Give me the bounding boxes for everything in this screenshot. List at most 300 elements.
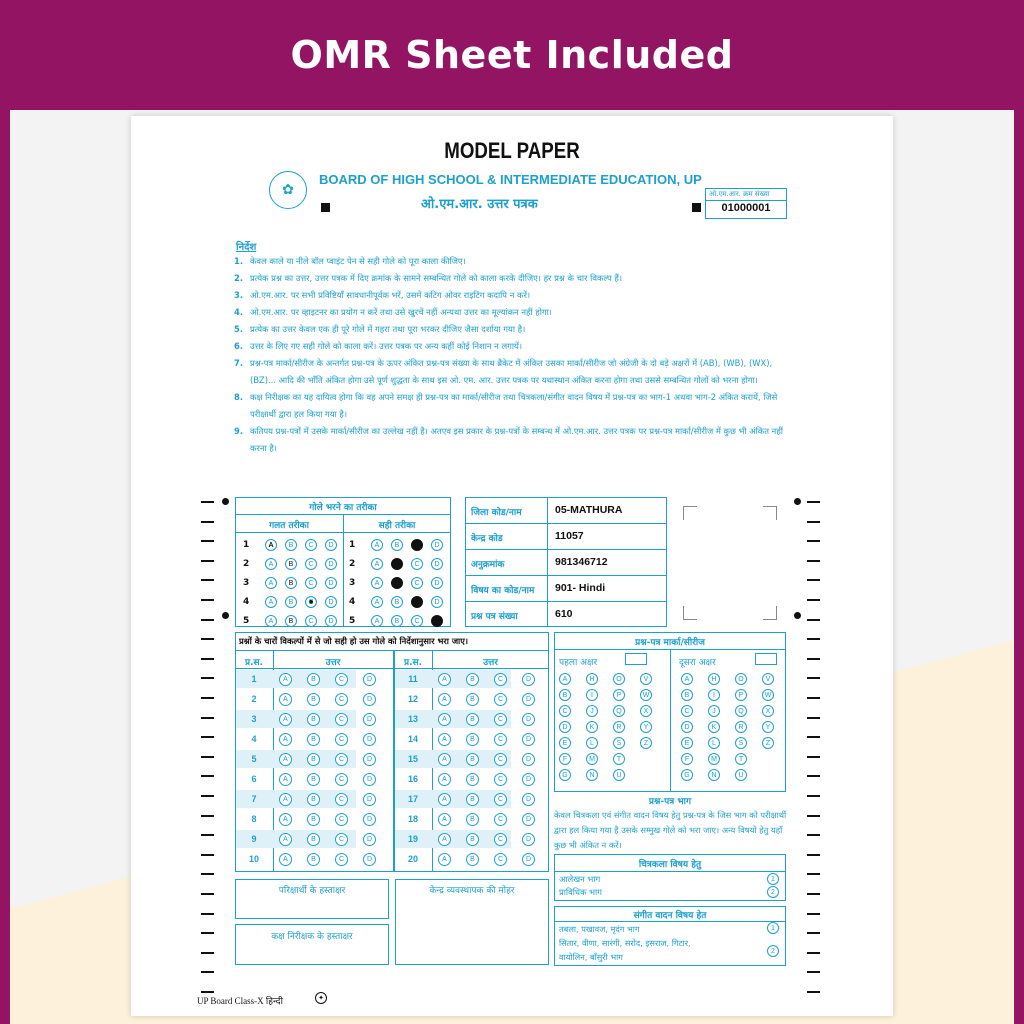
timing-dash — [807, 619, 820, 621]
answer-bubble[interactable]: D — [522, 813, 535, 826]
series-first-bubble[interactable]: K — [586, 721, 598, 733]
question-number: 4 — [251, 734, 257, 744]
answer-bubble[interactable]: C — [335, 773, 348, 786]
answer-bubble[interactable]: D — [363, 793, 376, 806]
answer-bubble[interactable]: D — [363, 693, 376, 706]
timing-mark — [321, 203, 330, 212]
instruction-item — [234, 389, 789, 423]
series-second-bubble[interactable]: X — [762, 705, 774, 717]
answer-bubble[interactable]: A — [279, 813, 292, 826]
timing-dash — [807, 521, 820, 523]
series-first-bubble[interactable]: D — [559, 721, 571, 733]
instruction-number: 5. — [234, 324, 244, 334]
method-wrong-bubble: A — [265, 539, 277, 551]
answer-bubble[interactable]: B — [307, 713, 320, 726]
timing-dash — [807, 638, 820, 640]
answer-bubble[interactable]: B — [466, 773, 479, 786]
series-first-bubble[interactable]: V — [640, 673, 652, 685]
answer-bubble[interactable]: D — [522, 713, 535, 726]
series-second-bubble[interactable]: I — [708, 689, 720, 701]
method-wrong-bubble: A — [265, 558, 277, 570]
col-ans-left: उत्तर — [325, 658, 341, 668]
info-divider — [465, 549, 667, 550]
answer-bubble[interactable]: D — [363, 853, 376, 866]
timing-dash — [201, 932, 214, 934]
answer-bubble[interactable]: B — [307, 813, 320, 826]
answer-bubble[interactable]: B — [307, 753, 320, 766]
col-ans-right: उत्तर — [483, 658, 498, 668]
answer-bubble[interactable]: B — [466, 713, 479, 726]
method-right-bubble: A — [371, 596, 383, 608]
method-right-bubble: B — [391, 558, 403, 570]
drawing-bubble-1[interactable]: 1 — [767, 873, 779, 885]
series-second-bubble[interactable]: D — [681, 721, 693, 733]
series-first-bubble[interactable]: N — [586, 769, 598, 781]
timing-dash — [201, 834, 214, 836]
part-title: प्रश्न-पत्र भाग — [648, 797, 692, 807]
answer-bubble[interactable]: C — [494, 813, 507, 826]
series-first-bubble[interactable]: U — [613, 769, 625, 781]
series-second-bubble[interactable]: G — [681, 769, 693, 781]
series-first-bubble[interactable]: A — [559, 673, 571, 685]
series-second-bubble[interactable]: J — [708, 705, 720, 717]
instruction-text: उत्तर के लिए गए सही गोले को काला करें। उत्तर पत्रक पर अन्य कहीं कोई निशान न लगायें। — [250, 341, 523, 351]
instruction-item — [234, 423, 789, 457]
answer-bubble[interactable]: B — [307, 833, 320, 846]
question-number: 14 — [407, 734, 418, 744]
drawing-option-1: आलेखन भाग — [559, 874, 601, 884]
instruction-number: 6. — [234, 341, 244, 351]
series-second-bubble[interactable]: H — [708, 673, 720, 685]
timing-dash — [201, 540, 214, 542]
series-first-bubble[interactable]: T — [613, 753, 625, 765]
timing-dash — [201, 991, 214, 993]
answer-bubble[interactable]: A — [438, 833, 451, 846]
answer-bubble[interactable]: B — [307, 773, 320, 786]
answer-bubble[interactable]: A — [279, 773, 292, 786]
method-row-number: 1 — [349, 540, 356, 550]
series-first-bubble[interactable]: P — [613, 689, 625, 701]
answer-bubble[interactable]: C — [335, 673, 348, 686]
answer-bubble[interactable]: D — [522, 753, 535, 766]
question-number: 9 — [251, 834, 257, 844]
answer-bubble[interactable]: D — [363, 713, 376, 726]
answer-bubble[interactable]: C — [335, 813, 348, 826]
method-row-number: 5 — [349, 616, 356, 626]
timing-mark — [692, 203, 701, 212]
timing-dash — [807, 756, 820, 758]
answer-bubble[interactable]: C — [335, 693, 348, 706]
method-row-number: 3 — [349, 578, 356, 588]
method-right-bubble: D — [431, 558, 443, 570]
method-wrong-bubble: C — [305, 558, 317, 570]
series-first-bubble[interactable]: I — [586, 689, 598, 701]
corner-mark — [763, 506, 777, 520]
instruction-text: ओ.एम.आर. पर व्हाइटनर का प्रयोग न करें तथा उसे खुरचें नहीं अन्यथा उत्तर का मूल्यांकन नहीं होगा। — [250, 307, 552, 317]
alignment-dot — [222, 498, 229, 505]
corner-mark — [683, 606, 697, 620]
answer-bubble[interactable]: C — [494, 773, 507, 786]
series-first-bubble[interactable]: G — [559, 769, 571, 781]
method-right-bubble: D — [431, 615, 443, 627]
series-second-bubble[interactable]: V — [762, 673, 774, 685]
serial-box — [705, 188, 787, 219]
series-second-bubble[interactable]: A — [681, 673, 693, 685]
answer-bubble[interactable]: C — [494, 853, 507, 866]
question-number: 18 — [407, 814, 418, 824]
answer-bubble[interactable]: B — [307, 853, 320, 866]
timing-dash — [807, 501, 820, 503]
timing-dash — [807, 873, 820, 875]
series-second-bubble[interactable]: Y — [762, 721, 774, 733]
series-first-bubble[interactable]: Q — [613, 705, 625, 717]
method-right-bubble: A — [371, 558, 383, 570]
answer-bubble[interactable]: C — [494, 753, 507, 766]
series-title: प्रश्न-पत्र मार्का/सीरीज — [635, 638, 705, 648]
series-first-bubble[interactable]: L — [586, 737, 598, 749]
info-divider — [465, 575, 667, 576]
answer-bubble[interactable]: A — [279, 693, 292, 706]
method-right-label: सही तरीका — [378, 521, 416, 531]
info-value: 901- Hindi — [555, 582, 606, 594]
question-number: 3 — [251, 714, 257, 724]
answer-bubble[interactable]: B — [466, 733, 479, 746]
board-seal-icon: ✿ — [269, 171, 307, 209]
answer-bubble[interactable]: A — [438, 713, 451, 726]
series-second-bubble[interactable]: N — [708, 769, 720, 781]
timing-dash — [201, 893, 214, 895]
timing-dash — [201, 854, 214, 856]
method-right-bubble: B — [391, 539, 403, 551]
answer-bubble[interactable]: D — [363, 753, 376, 766]
series-second-bubble[interactable]: T — [735, 753, 747, 765]
method-right-bubble: C — [411, 558, 423, 570]
answer-bubble[interactable]: D — [522, 693, 535, 706]
series-second-bubble[interactable]: M — [708, 753, 720, 765]
method-right-bubble: B — [391, 577, 403, 589]
instruction-number: 3. — [234, 290, 244, 300]
instruction-item — [234, 287, 789, 304]
instruction-number: 1. — [234, 256, 244, 266]
instruction-text: प्रत्येक का उत्तर केवल एक ही पूरे गोले में गहरा तथा पूरा भरकर दीजिए जैसा दर्शाया गया है। — [250, 324, 526, 334]
music-bubble-2[interactable]: 2 — [767, 945, 779, 957]
drawing-option-2: प्राविधिक भाग — [559, 887, 602, 897]
question-number: 11 — [408, 674, 418, 684]
question-number: 1 — [251, 674, 257, 684]
music-option-1: तबला, पखावज, मृदंग भाग — [559, 924, 640, 934]
music-title: संगीत वादन विषय हेत — [633, 911, 707, 921]
info-label: जिला कोड/नाम — [471, 508, 522, 518]
drawing-bubble-2[interactable]: 2 — [767, 886, 779, 898]
method-wrong-bubble: A — [265, 596, 277, 608]
answer-bubble[interactable]: D — [522, 793, 535, 806]
answer-bubble[interactable]: A — [279, 733, 292, 746]
answer-bubble[interactable]: D — [522, 853, 535, 866]
part-text: केवल चित्रकला एवं संगीत वादन विषय हेतु प्रश्न-पत्र के जिस भाग को परीक्षार्थी द्वारा हल किया गया है उसके सम्मुख गोले को भरा जाए। अन्य विषयों हेतु यहाँ कुछ भी अंकित न करें। — [554, 810, 787, 850]
music-option-2a: सितार, वीणा, सारंगी, सरोद, इसराज, गिटार, — [559, 938, 691, 948]
question-number: 5 — [251, 754, 257, 764]
answer-bubble[interactable]: B — [466, 793, 479, 806]
method-right-bubble: C — [411, 577, 423, 589]
music-bubble-1[interactable]: 1 — [767, 922, 779, 934]
answer-bubble[interactable]: D — [522, 733, 535, 746]
timing-dash — [201, 521, 214, 523]
alignment-dot — [222, 612, 229, 619]
series-first-bubble[interactable]: J — [586, 705, 598, 717]
timing-dash — [201, 717, 214, 719]
center-seal-label: केन्द्र व्यवस्थापक की मोहर — [429, 886, 515, 896]
instruction-item — [234, 355, 789, 389]
method-wrong-bubble: C — [305, 615, 317, 627]
timing-dash — [807, 991, 820, 993]
method-wrong-bubble: C — [305, 596, 317, 608]
series-second-bubble[interactable]: E — [681, 737, 693, 749]
answer-bubble[interactable]: C — [494, 693, 507, 706]
question-number: 8 — [251, 814, 257, 824]
instructions-list — [234, 253, 789, 457]
method-right-bubble: D — [431, 539, 443, 551]
timing-dash — [807, 599, 820, 601]
series-first-bubble[interactable]: X — [640, 705, 652, 717]
timing-dash — [201, 560, 214, 562]
answer-bubble[interactable]: B — [307, 733, 320, 746]
method-wrong-bubble: D — [325, 539, 337, 551]
answer-bubble[interactable]: C — [335, 753, 348, 766]
answer-bubble[interactable]: A — [438, 853, 451, 866]
timing-dash — [807, 579, 820, 581]
answer-bubble[interactable]: C — [494, 713, 507, 726]
answer-bubble[interactable]: A — [438, 733, 451, 746]
answer-bubble[interactable]: D — [522, 833, 535, 846]
timing-dash — [201, 697, 214, 699]
answer-bubble[interactable]: A — [438, 693, 451, 706]
series-first-bubble[interactable]: R — [613, 721, 625, 733]
info-value: 981346712 — [555, 556, 608, 568]
timing-dash — [807, 913, 820, 915]
series-second-bubble[interactable]: P — [735, 689, 747, 701]
candidate-signature-label: परिक्षार्थी के हस्ताक्षर — [278, 886, 346, 896]
series-first-bubble[interactable]: W — [640, 689, 652, 701]
answer-bubble[interactable]: A — [279, 673, 292, 686]
answer-bubble[interactable]: C — [335, 793, 348, 806]
music-option-2b: वायोलिन, बाँसुरी भाग — [559, 952, 623, 962]
series-first-label: पहला अक्षर — [559, 658, 598, 668]
answer-bubble[interactable]: C — [335, 853, 348, 866]
series-first-bubble[interactable]: Z — [640, 737, 652, 749]
answer-bubble[interactable]: A — [279, 713, 292, 726]
banner-title: OMR Sheet Included — [290, 33, 734, 77]
timing-dash — [807, 697, 820, 699]
question-number: 10 — [248, 854, 259, 864]
answer-bubble[interactable]: A — [279, 833, 292, 846]
answer-bubble[interactable]: C — [494, 833, 507, 846]
series-second-bubble[interactable]: Z — [762, 737, 774, 749]
answer-bubble[interactable]: A — [438, 813, 451, 826]
series-second-bubble[interactable]: K — [708, 721, 720, 733]
series-second-bubble[interactable]: R — [735, 721, 747, 733]
series-first-bubble[interactable]: Y — [640, 721, 652, 733]
info-value: 11057 — [555, 530, 584, 542]
question-number: 16 — [407, 774, 418, 784]
question-number: 19 — [407, 834, 418, 844]
answer-bubble[interactable]: D — [363, 733, 376, 746]
method-wrong-bubble: D — [325, 577, 337, 589]
method-wrong-bubble: B — [285, 558, 297, 570]
timing-dash — [807, 971, 820, 973]
answer-bubble[interactable]: A — [279, 753, 292, 766]
question-number: 2 — [251, 694, 257, 704]
answer-bubble[interactable]: B — [466, 813, 479, 826]
method-title: गोले भरने का तरीका — [309, 503, 377, 513]
answer-bubble[interactable]: D — [363, 673, 376, 686]
series-second-bubble[interactable]: S — [735, 737, 747, 749]
series-first-bubble[interactable]: C — [559, 705, 571, 717]
series-first-bubble[interactable]: H — [586, 673, 598, 685]
answer-bubble[interactable]: C — [494, 673, 507, 686]
instruction-text: प्रत्येक प्रश्न का उत्तर, उत्तर पत्रक में दिए क्रमांक के सामने सम्बन्धित गोले को काला करके दीजिए। हर प्रश्न के चार विकल्प हैं। — [250, 273, 623, 283]
timing-dash — [201, 913, 214, 915]
info-value: 05-MATHURA — [555, 504, 623, 516]
answer-bubble[interactable]: C — [494, 793, 507, 806]
question-number: 20 — [407, 854, 418, 864]
method-wrong-bubble: B — [285, 539, 297, 551]
method-row-number: 1 — [243, 540, 250, 550]
instruction-text: प्रश्न-पत्र मार्का/सीरीज के अन्तर्गत प्रश्न-पत्र के ऊपर अंकित प्रश्न-पत्र संख्या के साथ ब्रैकेट में अंकित उसका मार्का/सीरीज जो अंग्रेजी के दो बड़े अक्षरों में (AB), (WB), (WX), (BZ)... आदि की भाँति अंकित होगा उसे पूर्ण शुद्धता के साथ इस ओ. एम. आर. उत्तर पत्रक पर यथास्थान अंकित करना होगा तथा उससे सम्बन्धित गोलों को भरना होगा। — [250, 358, 773, 385]
timing-dash — [201, 677, 214, 679]
timing-dash — [201, 971, 214, 973]
answer-bubble[interactable]: C — [335, 713, 348, 726]
series-first-bubble[interactable]: F — [559, 753, 571, 765]
timing-dash — [807, 952, 820, 954]
answer-bubble[interactable]: B — [466, 853, 479, 866]
answer-bubble[interactable]: A — [438, 673, 451, 686]
answer-bubble[interactable]: D — [363, 833, 376, 846]
method-right-bubble: D — [431, 577, 443, 589]
answer-bubble[interactable]: D — [522, 673, 535, 686]
method-wrong-bubble: D — [325, 596, 337, 608]
timing-dash — [201, 619, 214, 621]
series-first-box[interactable] — [625, 653, 647, 665]
question-number: 12 — [407, 694, 418, 704]
method-row-number: 3 — [243, 578, 250, 588]
series-second-bubble[interactable]: O — [735, 673, 747, 685]
answer-bubble[interactable]: A — [438, 793, 451, 806]
answer-bubble[interactable]: B — [307, 693, 320, 706]
method-right-bubble: C — [411, 539, 423, 551]
timing-dash — [201, 638, 214, 640]
method-right-bubble: C — [411, 615, 423, 627]
method-row-number: 2 — [243, 559, 250, 569]
timing-dash — [807, 893, 820, 895]
omr-sheet — [131, 116, 893, 1016]
answer-bubble[interactable]: A — [438, 773, 451, 786]
series-first-bubble[interactable]: O — [613, 673, 625, 685]
series-first-bubble[interactable]: M — [586, 753, 598, 765]
method-wrong-bubble: A — [265, 615, 277, 627]
instruction-text: केवल काले या नीले बॉल प्वाइंट पेन से सही गोले को पूरा काला कीजिए। — [250, 256, 466, 266]
timing-dash — [201, 658, 214, 660]
series-first-bubble[interactable]: E — [559, 737, 571, 749]
answer-bubble[interactable]: C — [335, 733, 348, 746]
answer-bubble[interactable]: A — [438, 753, 451, 766]
info-label: विषय का कोड/नाम — [471, 586, 535, 596]
info-label: अनुक्रमांक — [471, 560, 505, 570]
instruction-text: कक्ष निरीक्षक का यह दायित्व होगा कि वह अपने समक्ष ही प्रश्न-पत्र का मार्का/सीरीज तथा चित्रकला/संगीत वादन विषय में प्रश्न-पत्र का भाग-1 अथवा भाग-2 अंकित करायें, जिसे परीक्षार्थी द्वारा हल किया गया है। — [250, 392, 778, 419]
board-name: BOARD OF HIGH SCHOOL & INTERMEDIATE EDUCATION, UP — [319, 172, 702, 187]
method-wrong-bubble: D — [325, 615, 337, 627]
method-row-number: 4 — [349, 597, 356, 607]
info-value: 610 — [555, 608, 573, 620]
frame-left — [0, 110, 10, 1024]
corner-mark — [683, 506, 697, 520]
timing-dash — [201, 756, 214, 758]
method-row-number: 4 — [243, 597, 250, 607]
answer-bubble[interactable]: A — [279, 853, 292, 866]
method-row-number: 5 — [243, 616, 250, 626]
answer-bubble[interactable]: B — [466, 673, 479, 686]
instruction-text: ओ.एम.आर. पर सभी प्रविष्टियाँ सावधानीपूर्वक भरें, उसमें कटिंग ओवर राइटिंग कदापि न करें। — [250, 290, 531, 300]
omr-title: ओ.एम.आर. उत्तर पत्रक — [421, 197, 538, 212]
answer-bubble[interactable]: B — [466, 833, 479, 846]
series-first-bubble[interactable]: S — [613, 737, 625, 749]
method-right-bubble: A — [371, 615, 383, 627]
timing-dash — [201, 795, 214, 797]
series-second-bubble[interactable]: B — [681, 689, 693, 701]
timing-dash — [807, 540, 820, 542]
timing-dash — [201, 873, 214, 875]
answer-bubble[interactable]: D — [363, 773, 376, 786]
method-right-bubble: D — [431, 596, 443, 608]
answer-bubble[interactable]: B — [307, 793, 320, 806]
answer-bubble[interactable]: B — [307, 673, 320, 686]
answer-bubble[interactable]: D — [522, 773, 535, 786]
series-second-bubble[interactable]: Q — [735, 705, 747, 717]
timing-dash — [201, 952, 214, 954]
series-second-box[interactable] — [755, 653, 777, 665]
drawing-title: चित्रकला विषय हेतु — [638, 860, 702, 870]
series-second-bubble[interactable]: C — [681, 705, 693, 717]
timing-dash — [201, 501, 214, 503]
instruction-item — [234, 270, 789, 287]
method-row-number: 2 — [349, 559, 356, 569]
instruction-item — [234, 338, 789, 355]
series-first-bubble[interactable]: B — [559, 689, 571, 701]
answer-bubble[interactable]: D — [363, 813, 376, 826]
timing-dash — [201, 736, 214, 738]
answer-bubble[interactable]: A — [279, 793, 292, 806]
info-divider — [465, 523, 667, 524]
paper-title: MODEL PAPER — [444, 138, 580, 163]
info-label: केन्द्र कोड — [471, 534, 503, 544]
series-second-bubble[interactable]: L — [708, 737, 720, 749]
series-second-bubble[interactable]: W — [762, 689, 774, 701]
answer-bubble[interactable]: B — [466, 753, 479, 766]
answer-bubble[interactable]: C — [335, 833, 348, 846]
serial-value: 01000001 — [721, 202, 771, 214]
series-second-bubble[interactable]: U — [735, 769, 747, 781]
method-wrong-bubble: B — [285, 577, 297, 589]
method-wrong-bubble: C — [305, 539, 317, 551]
frame-right — [1014, 110, 1024, 1024]
series-second-bubble[interactable]: F — [681, 753, 693, 765]
method-right-bubble: C — [411, 596, 423, 608]
timing-dash — [807, 932, 820, 934]
col-qno-left: प्र.स. — [244, 658, 264, 668]
answer-bubble[interactable]: B — [466, 693, 479, 706]
footer-text: UP Board Class-X हिन्दी — [197, 996, 283, 1006]
method-wrong-bubble: D — [325, 558, 337, 570]
answer-bubble[interactable]: C — [494, 733, 507, 746]
